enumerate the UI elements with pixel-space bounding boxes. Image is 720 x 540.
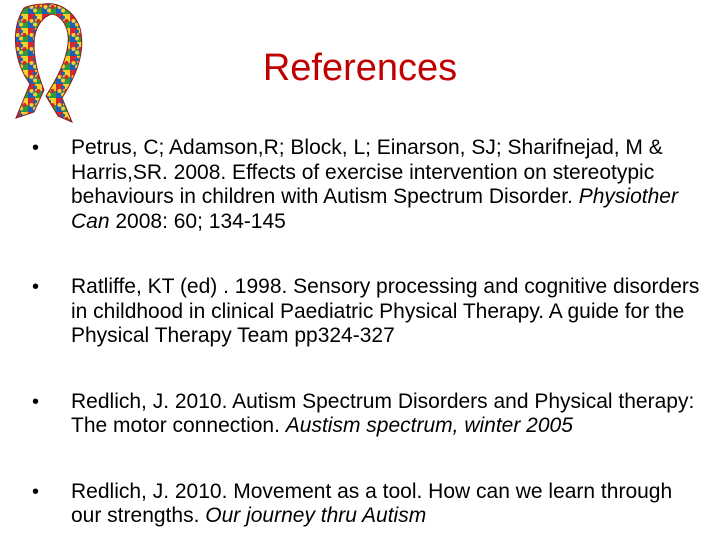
autism-awareness-ribbon-icon xyxy=(0,0,104,124)
reference-item xyxy=(30,390,700,439)
reference-source: Our journey thru Autism xyxy=(205,504,427,527)
references-list xyxy=(30,136,700,529)
reference-text: Redlich, J. 2010. Autism Spectrum Disorders and Physical therapy: The motor connection. xyxy=(71,389,695,437)
reference-source: Physiother Can xyxy=(71,185,678,233)
reference-text: Petrus, C; Adamson,R; Block, L; Einarson, SJ; Sharifnejad, M & Harris,SR. 2008. Effects of exercise intervention on stereotypic behaviours in children with Autism Spectrum Disorder. xyxy=(71,136,663,208)
reference-details: 2008: 60; 134-145 xyxy=(109,209,286,233)
reference-text: Ratliffe, KT (ed) . 1998. Sensory processing and cognitive disorders in childhood in clinical Paediatric Physical Therapy. A guide for the Physical Therapy Team pp324-327 xyxy=(71,275,700,347)
slide-title: References xyxy=(262,47,458,89)
bullet: • xyxy=(32,390,40,413)
reference-source: Austism spectrum, winter 2005 xyxy=(285,414,573,437)
bullet: • xyxy=(32,276,40,298)
reference-item xyxy=(30,275,700,349)
bullet: • xyxy=(32,480,40,503)
reference-text: Redlich, J. 2010. Movement as a tool. How can we learn through our strengths. xyxy=(71,479,673,527)
reference-item xyxy=(30,480,700,529)
bullet: • xyxy=(32,137,40,159)
reference-item xyxy=(30,136,700,234)
